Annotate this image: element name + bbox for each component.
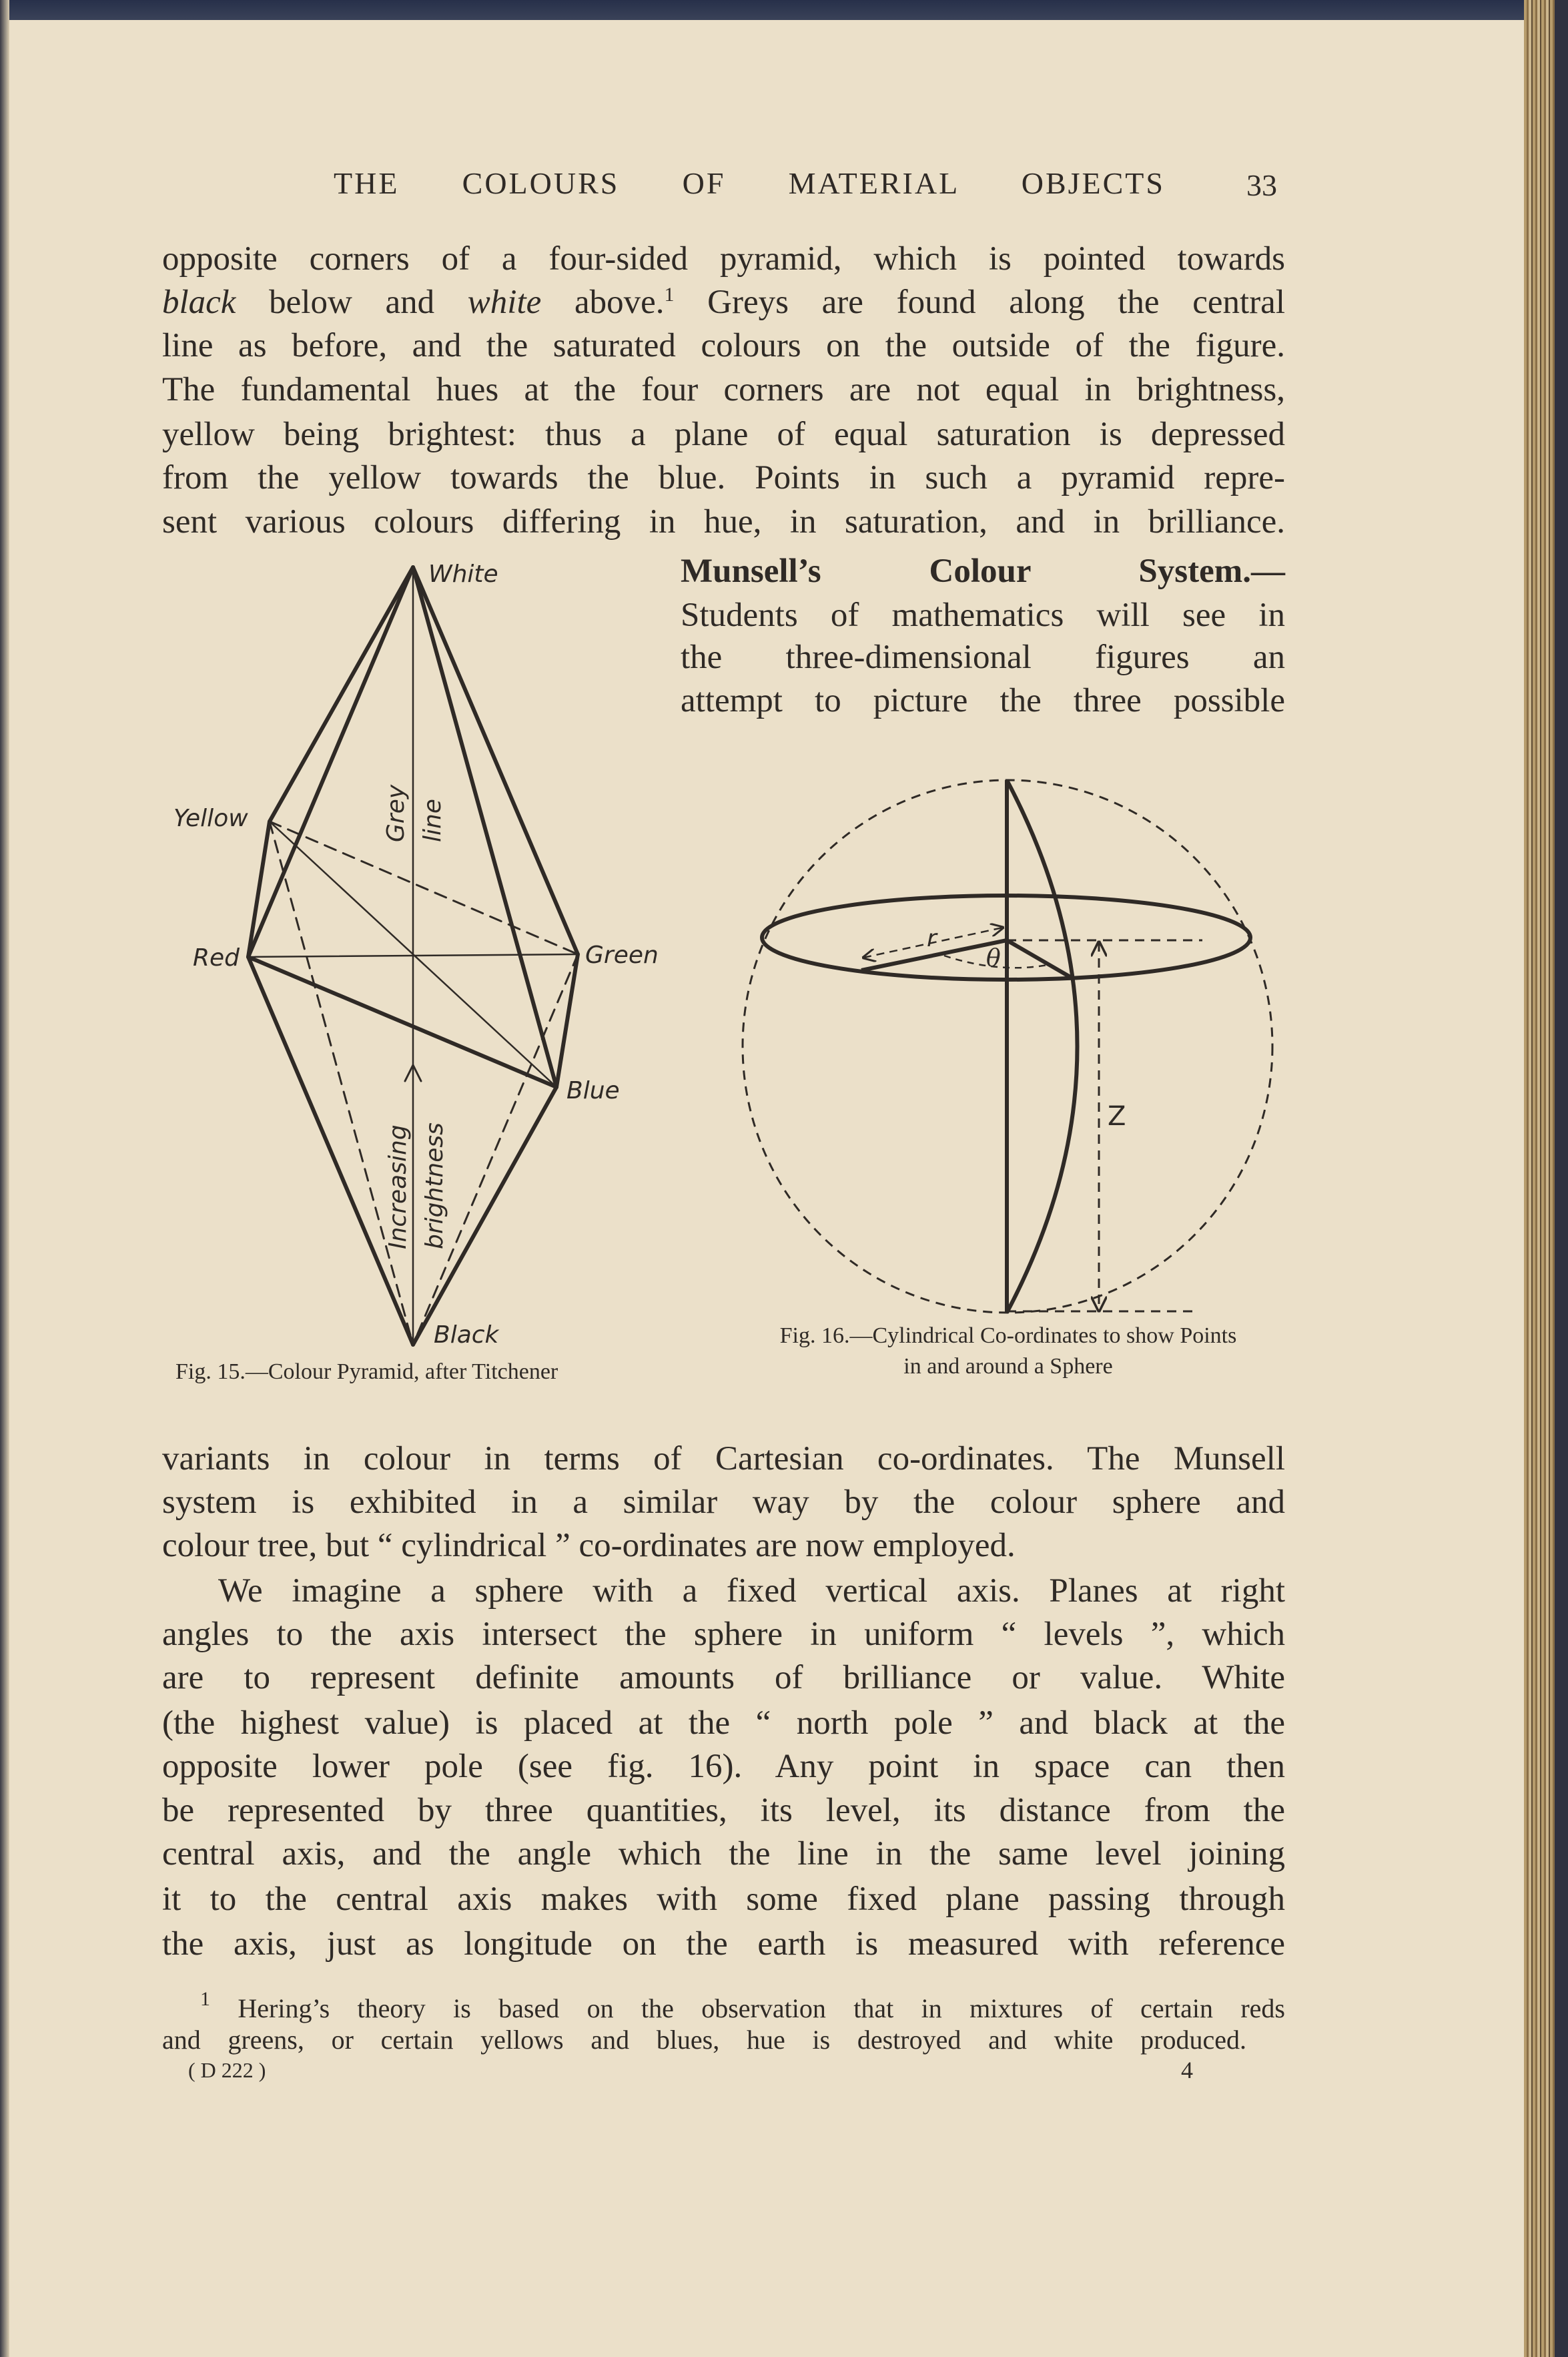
label-theta: θ <box>986 945 1001 972</box>
label-black: Black <box>434 1321 499 1349</box>
text-line: the three-dimensional figures an <box>681 639 1285 676</box>
label-white: White <box>428 561 498 588</box>
text-line: central axis, and the angle which the line in the same level joining <box>162 1835 1285 1873</box>
text-line: line as before, and the saturated colours on the outside of the figure. <box>162 327 1285 364</box>
label-r: r <box>927 925 937 952</box>
text-line: yellow being brightest: thus a plane of equal saturation is depressed <box>162 416 1285 453</box>
text-span: below and <box>236 284 468 321</box>
running-title: THE COLOURS OF MATERIAL OBJECTS <box>334 166 1165 200</box>
footnote-marker: 1 <box>200 1988 210 2010</box>
italic-word: white <box>467 284 542 321</box>
text-span: Greys are found along the central <box>674 284 1285 321</box>
text-line: (the highest value) is placed at the “ north pole ” and black at the <box>162 1704 1285 1742</box>
footnote-line <box>200 1988 1285 2025</box>
text-line: variants in colour in terms of Cartesian co-ordinates. The Munsell <box>162 1440 1285 1477</box>
label-red: Red <box>193 944 240 972</box>
label-green: Green <box>585 942 659 969</box>
page-number: 33 <box>1246 168 1277 202</box>
text-line: Students of mathematics will see in <box>681 597 1285 634</box>
footnote-line: and greens, or certain yellows and blues, hue is destroyed and white produced. <box>162 2025 1246 2055</box>
label-yellow: Yellow <box>173 805 248 832</box>
signature-number: 4 <box>1181 2057 1193 2083</box>
italic-word: black <box>162 284 236 321</box>
text-line: The fundamental hues at the four corners are not equal in brightness, <box>162 371 1285 408</box>
meridian-arc <box>1007 780 1078 1313</box>
text-line: colour tree, but “ cylindrical ” co-ordinates are now employed. <box>162 1527 1016 1564</box>
text-line: it to the central axis makes with some fixed plane passing through <box>162 1881 1285 1918</box>
printer-signature: ( D 222 ) <box>188 2058 266 2082</box>
text-line: attempt to picture the three possible <box>681 682 1285 719</box>
section-heading: Munsell’s Colour System.— <box>681 553 1285 590</box>
text-line: opposite corners of a four-sided pyramid, which is pointed towards <box>162 240 1285 278</box>
text-line: opposite lower pole (see fig. 16). Any point in space can then <box>162 1748 1285 1785</box>
text-line: the axis, just as longitude on the earth is measured with reference <box>162 1925 1285 1963</box>
pyramid-hidden-edges <box>270 821 578 1345</box>
figure-16-caption-line1: Fig. 16.—Cylindrical Co-ordinates to show Points <box>779 1323 1237 1348</box>
text-line: be represented by three quantities, its level, its distance from the <box>162 1792 1285 1829</box>
pyramid-thin-lines <box>248 567 578 1345</box>
label-grey: Grey <box>382 784 410 842</box>
footnote-ref: 1 <box>664 284 675 306</box>
text-line: We imagine a sphere with a fixed vertical axis. Planes at right <box>218 1572 1285 1610</box>
text-line: from the yellow towards the blue. Points in such a pyramid repre- <box>162 459 1285 496</box>
footnote-text: Hering’s theory is based on the observation that in mixtures of certain reds <box>210 1993 1285 2023</box>
cylindrical-coordinates-diagram <box>743 780 1272 1313</box>
text-line: are to represent definite amounts of brilliance or value. White <box>162 1659 1285 1696</box>
text-line: system is exhibited in a similar way by the colour sphere and <box>162 1483 1285 1521</box>
label-brightness: brightness <box>421 1122 448 1249</box>
text-line: sent various colours differing in hue, in saturation, and in brilliance. <box>162 503 1285 541</box>
label-blue: Blue <box>566 1077 620 1104</box>
text-span: above. <box>541 284 665 321</box>
text-line: angles to the axis intersect the sphere in uniform “ levels ”, which <box>162 1616 1285 1653</box>
figure-15-caption: Fig. 15.—Colour Pyramid, after Titchener <box>175 1359 558 1384</box>
label-increasing: Increasing <box>384 1124 412 1249</box>
label-line: line <box>419 799 446 842</box>
colour-pyramid-diagram <box>248 567 578 1345</box>
label-z: Z <box>1108 1101 1126 1132</box>
figure-16-caption-line2: in and around a Sphere <box>903 1354 1113 1379</box>
